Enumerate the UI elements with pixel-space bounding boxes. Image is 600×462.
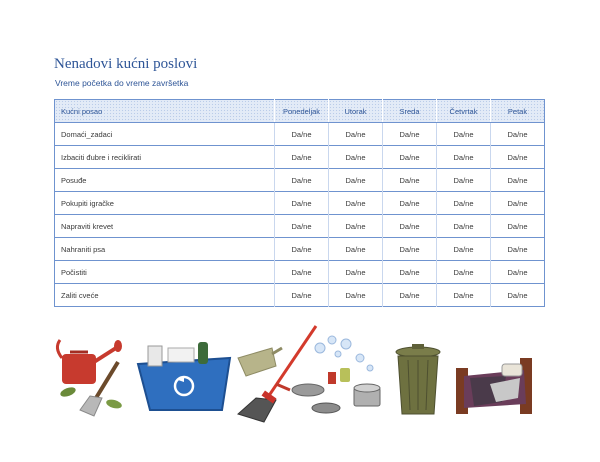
chore-cell[interactable]: Da/ne [275, 261, 329, 284]
recycling-bin-icon [138, 342, 230, 410]
table-header-row [55, 100, 545, 123]
chore-cell[interactable]: Da/ne [437, 238, 491, 261]
chore-cell[interactable]: Da/ne [329, 123, 383, 146]
chore-cell[interactable]: Da/ne [437, 284, 491, 307]
chore-cell[interactable]: Da/ne [491, 284, 545, 307]
chore-cell[interactable]: Da/ne [329, 284, 383, 307]
table-row [55, 215, 545, 238]
chore-cell[interactable]: Da/ne [383, 169, 437, 192]
table-row [55, 123, 545, 146]
chores-table [54, 99, 545, 307]
chore-cell[interactable]: Da/ne [491, 238, 545, 261]
column-header-friday: Petak [491, 100, 545, 123]
chore-cell[interactable]: Da/ne [437, 169, 491, 192]
chore-cell[interactable]: Da/ne [437, 146, 491, 169]
table-row [55, 284, 545, 307]
chore-cell[interactable]: Da/ne [329, 215, 383, 238]
table-row [55, 169, 545, 192]
chore-cell[interactable]: Da/ne [491, 261, 545, 284]
chore-cell[interactable]: Da/ne [275, 192, 329, 215]
chore-name[interactable]: Nahraniti psa [55, 238, 275, 261]
pots-and-pans-icon [276, 368, 380, 413]
column-header-wednesday: Sreda [383, 100, 437, 123]
chore-cell[interactable]: Da/ne [491, 169, 545, 192]
chore-name[interactable]: Domaći_zadaci [55, 123, 275, 146]
chore-name[interactable]: Napraviti krevet [55, 215, 275, 238]
table-row [55, 261, 545, 284]
chore-cell[interactable]: Da/ne [275, 215, 329, 238]
chore-cell[interactable]: Da/ne [383, 123, 437, 146]
chore-cell[interactable]: Da/ne [329, 192, 383, 215]
chore-cell[interactable]: Da/ne [275, 284, 329, 307]
table-row [55, 238, 545, 261]
watering-can-icon [57, 340, 122, 384]
page-title: Nenadovi kućni poslovi [54, 56, 198, 72]
unmade-bed-icon [456, 358, 532, 414]
chore-cell[interactable]: Da/ne [491, 215, 545, 238]
chores-illustration [50, 318, 560, 428]
trash-can-icon [396, 344, 440, 414]
chore-cell[interactable]: Da/ne [275, 123, 329, 146]
table-row [55, 146, 545, 169]
chore-cell[interactable]: Da/ne [275, 169, 329, 192]
chore-cell[interactable]: Da/ne [329, 146, 383, 169]
chore-cell[interactable]: Da/ne [383, 215, 437, 238]
chore-cell[interactable]: Da/ne [383, 146, 437, 169]
bubbles-icon [315, 336, 373, 371]
chore-name[interactable]: Pokupiti igračke [55, 192, 275, 215]
chore-cell[interactable]: Da/ne [329, 238, 383, 261]
chore-cell[interactable]: Da/ne [383, 192, 437, 215]
column-header-monday: Ponedeljak [275, 100, 329, 123]
chore-cell[interactable]: Da/ne [275, 238, 329, 261]
chore-cell[interactable]: Da/ne [275, 146, 329, 169]
chore-cell[interactable]: Da/ne [491, 146, 545, 169]
column-header-chore: Kućni posao [55, 100, 275, 123]
chore-cell[interactable]: Da/ne [437, 123, 491, 146]
chore-cell[interactable]: Da/ne [383, 284, 437, 307]
chore-cell[interactable]: Da/ne [491, 123, 545, 146]
chore-cell[interactable]: Da/ne [437, 261, 491, 284]
page-subtitle: Vreme početka do vreme završetka [55, 78, 189, 88]
chore-cell[interactable]: Da/ne [437, 215, 491, 238]
column-header-tuesday: Utorak [329, 100, 383, 123]
chore-cell[interactable]: Da/ne [329, 261, 383, 284]
dustpan-icon [238, 348, 282, 376]
chore-cell[interactable]: Da/ne [383, 238, 437, 261]
chore-name[interactable]: Zaliti cveće [55, 284, 275, 307]
table-row [55, 192, 545, 215]
chore-cell[interactable]: Da/ne [383, 261, 437, 284]
column-header-thursday: Četvrtak [437, 100, 491, 123]
chore-cell[interactable]: Da/ne [437, 192, 491, 215]
chore-name[interactable]: Posuđe [55, 169, 275, 192]
chore-cell[interactable]: Da/ne [491, 192, 545, 215]
chore-cell[interactable]: Da/ne [329, 169, 383, 192]
chore-name[interactable]: Počistiti [55, 261, 275, 284]
chore-name[interactable]: Izbaciti đubre i reciklirati [55, 146, 275, 169]
